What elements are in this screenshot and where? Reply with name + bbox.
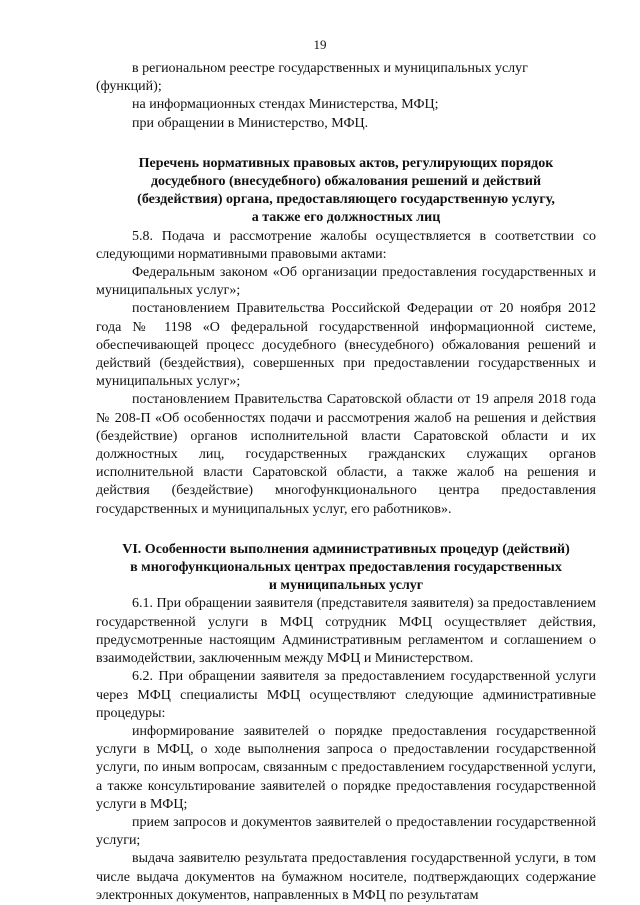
intro-line: при обращении в Министерство, МФЦ. — [132, 115, 369, 131]
paragraph: прием запросов и документов заявителей о предоставлении государственной услуги; — [96, 814, 596, 849]
section-heading-mfc — [96, 541, 596, 596]
paragraph: Федеральным законом «Об организации предоставления государственных и муниципальных услуг»; — [96, 265, 596, 299]
heading-line: VI. Особенности выполнения административных процедур (действий) — [122, 541, 570, 557]
paragraph: постановлением Правительства Российской Федерации от 20 ноября 2012 года № 1198 «О федеральной государственной информационной системе, обеспечивающей процесс досудебного (внесудебного) обжалования решений и действий (бездействия), совершенных при предоставлении государственных и муниципальных услуг»; — [96, 301, 596, 390]
paragraph: выдача заявителю результата предоставления государственной услуги, в том числе выдача документов на бумажном носителе, подтверждающих содержание электронных документов, направленных в МФЦ по результатам — [96, 851, 596, 903]
paragraph: 5.8. Подача и рассмотрение жалобы осуществляется в соответствии со следующими нормативными правовыми актами: — [96, 228, 596, 262]
heading-line: а также его должностных лиц — [251, 210, 441, 226]
section-heading-legal-acts — [96, 155, 596, 228]
heading-line: Перечень нормативных правовых актов, регулирующих порядок — [138, 155, 554, 171]
page-number: 19 — [313, 37, 327, 52]
heading-line: и муниципальных услуг — [268, 578, 424, 594]
paragraph: информирование заявителей о порядке предоставления государственной услуги в МФЦ, о ходе выполнения запроса о предоставлении государственной услуги, по иным вопросам, связанным с предоставлением государственной услуги, а также консультирование заявителей о порядке предоставления государственной услуги в МФЦ; — [96, 723, 596, 812]
page-content — [96, 60, 596, 905]
intro-line: на информационных стендах Министерства, МФЦ; — [132, 97, 439, 113]
paragraph: 6.2. При обращении заявителя за предоставлением государственной услуги через МФЦ специалисты МФЦ осуществляют следующие административные процедуры: — [96, 669, 596, 721]
intro-list — [96, 60, 596, 133]
heading-line: (бездействия) органа, предоставляющего государственную услугу, — [137, 192, 555, 208]
section-6-body — [96, 595, 596, 904]
intro-line: в региональном реестре государственных и муниципальных услуг (функций); — [96, 61, 528, 95]
heading-line: досудебного (внесудебного) обжалования решений и действий — [150, 174, 542, 190]
paragraph: постановлением Правительства Саратовской области от 19 апреля 2018 года № 208-П «Об особенностях подачи и рассмотрения жалоб на решения и действия (бездействие) органов исполнительной власти Саратовской области и их должностных лиц, государственных гражданских служащих органов исполнительной власти Саратовской области, а также жалоб на решения и действия (бездействие) многофункционального центра предоставления государственных и муниципальных услуг, его работников». — [96, 392, 596, 517]
paragraph: 6.1. При обращении заявителя (представителя заявителя) за предоставлением государственной услуги в МФЦ сотрудник МФЦ осуществляет действия, предусмотренные настоящим Административным регламентом и соглашением о взаимодействии, заключенным между МФЦ и Министерством. — [96, 596, 596, 667]
heading-line: в многофункциональных центрах предоставления государственных — [130, 560, 562, 576]
section-5-body — [96, 228, 596, 519]
